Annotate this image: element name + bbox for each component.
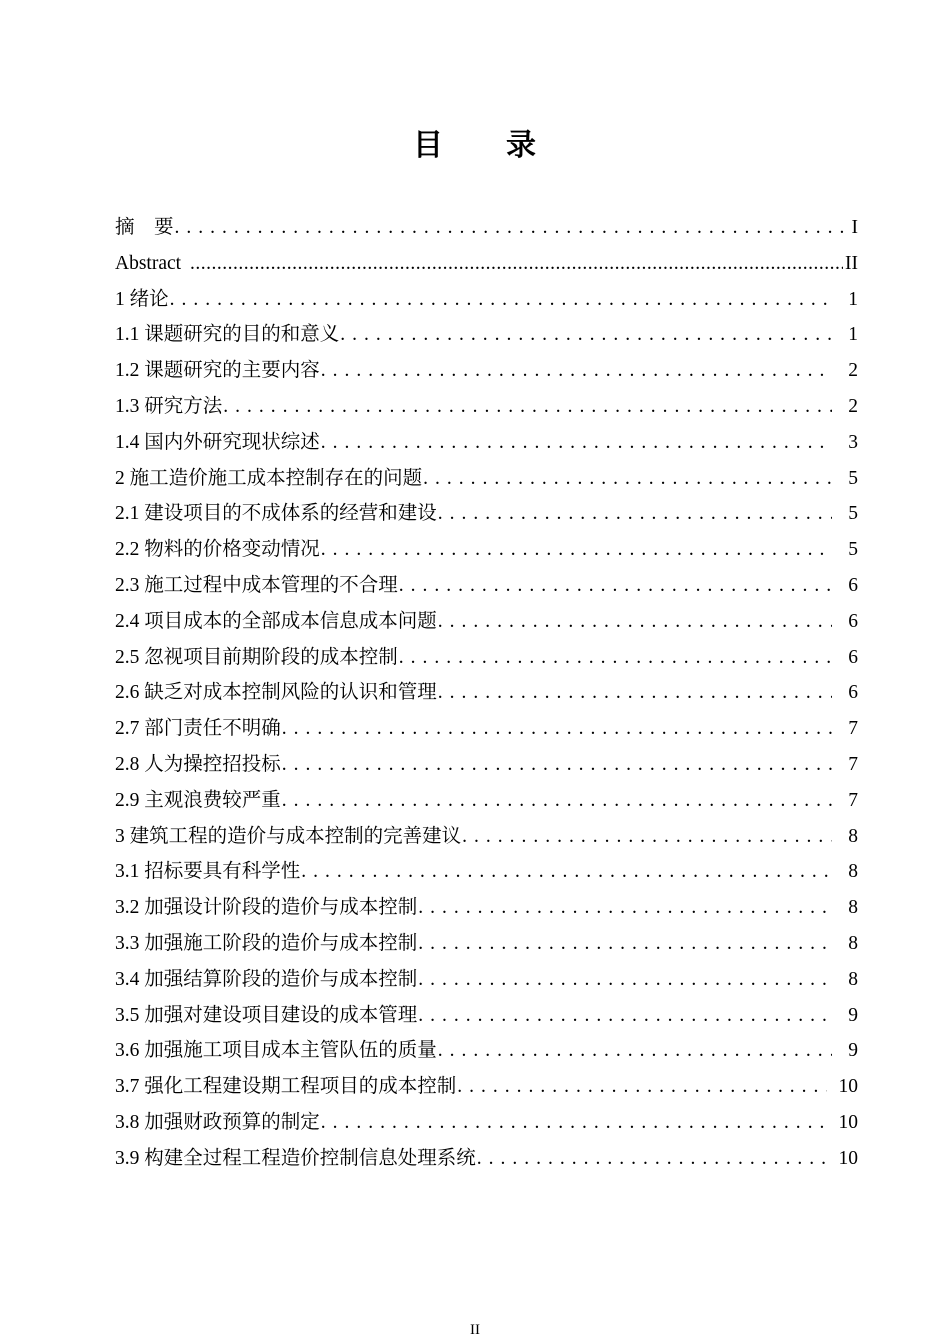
toc-leader-dots — [190, 246, 843, 282]
toc-leader-dots — [438, 604, 832, 640]
toc-entry[interactable] — [115, 210, 858, 246]
toc-leader-dots — [399, 568, 832, 604]
toc-entry-page-number: 10 — [838, 1111, 858, 1133]
toc-entry[interactable] — [115, 998, 858, 1034]
toc-entry-label: 1.4 国内外研究现状综述 — [115, 431, 320, 453]
toc-entry-label: 2.9 主观浪费较严重 — [115, 789, 281, 811]
toc-entry[interactable] — [115, 353, 858, 389]
toc-entry-page-number: 2 — [848, 360, 858, 382]
toc-entry[interactable] — [115, 389, 858, 425]
toc-entry-page-number: 9 — [848, 1004, 858, 1026]
toc-entry-label: 2.1 建设项目的不成体系的经营和建设 — [115, 503, 437, 525]
toc-entry-label: 2.2 物料的价格变动情况 — [115, 539, 320, 561]
toc-entry-page-number: 1 — [848, 324, 858, 346]
toc-entry-label: 2 施工造价施工成本控制存在的问题 — [115, 467, 423, 489]
toc-entry-page-number: 10 — [838, 1076, 858, 1098]
toc-leader-dots — [477, 1141, 827, 1177]
toc-leader-dots — [175, 210, 850, 246]
toc-entry[interactable] — [115, 496, 858, 532]
toc-entry-label: 2.8 人为操控招投标 — [115, 753, 281, 775]
toc-entry-page-number: I — [851, 217, 858, 238]
toc-entry-page-number: 5 — [848, 467, 858, 489]
toc-entry-label: 1 绪论 — [115, 288, 169, 310]
toc-entry[interactable] — [115, 675, 858, 711]
toc-entry-page-number: 8 — [848, 825, 858, 847]
toc-entry-page-number: 7 — [848, 718, 858, 740]
toc-entry[interactable] — [115, 425, 858, 461]
toc-leader-dots — [399, 640, 832, 676]
toc-leader-dots — [418, 962, 832, 998]
toc-entry-page-number: 8 — [848, 932, 858, 954]
toc-leader-dots — [418, 926, 832, 962]
toc-entry[interactable] — [115, 962, 858, 998]
table-of-contents — [115, 210, 858, 1177]
toc-entry-label: 1.3 研究方法 — [115, 395, 223, 417]
toc-entry-label: Abstract — [115, 252, 186, 274]
toc-leader-dots — [223, 389, 832, 425]
toc-entry-label: 3.1 招标要具有科学性 — [115, 861, 301, 883]
toc-entry-label: 2.4 项目成本的全部成本信息成本问题 — [115, 610, 437, 632]
toc-entry[interactable] — [115, 711, 858, 747]
toc-entry-page-number: 3 — [848, 431, 858, 453]
toc-entry-label: 摘 要 — [115, 217, 174, 238]
toc-leader-dots — [282, 711, 832, 747]
toc-entry[interactable] — [115, 783, 858, 819]
toc-entry[interactable] — [115, 317, 858, 353]
toc-entry-page-number: 6 — [848, 574, 858, 596]
toc-entry[interactable] — [115, 926, 858, 962]
toc-leader-dots — [321, 532, 832, 568]
toc-entry-label: 3.6 加强施工项目成本主管队伍的质量 — [115, 1040, 437, 1062]
toc-entry-label: 3.9 构建全过程工程造价控制信息处理系统 — [115, 1147, 476, 1169]
toc-entry[interactable] — [115, 890, 858, 926]
toc-leader-dots — [418, 890, 832, 926]
toc-entry-page-number: 8 — [848, 897, 858, 919]
toc-entry[interactable] — [115, 640, 858, 676]
toc-entry-page-number: 5 — [848, 503, 858, 525]
toc-entry[interactable] — [115, 1141, 858, 1177]
toc-entry-page-number: 9 — [848, 1040, 858, 1062]
page-number-footer: II — [470, 1322, 480, 1338]
toc-entry-page-number: 6 — [848, 610, 858, 632]
toc-entry-page-number: II — [845, 252, 858, 274]
toc-entry-label: 3.2 加强设计阶段的造价与成本控制 — [115, 897, 418, 919]
toc-entry-label: 1.2 课题研究的主要内容 — [115, 360, 320, 382]
toc-leader-dots — [282, 783, 832, 819]
toc-leader-dots — [170, 282, 832, 318]
toc-entry[interactable] — [115, 747, 858, 783]
toc-entry-label: 1.1 课题研究的目的和意义 — [115, 324, 340, 346]
toc-entry-label: 2.6 缺乏对成本控制风险的认识和管理 — [115, 682, 437, 704]
toc-entry[interactable] — [115, 854, 858, 890]
toc-entry-page-number: 5 — [848, 539, 858, 561]
toc-entry-label: 3 建筑工程的造价与成本控制的完善建议 — [115, 825, 462, 847]
toc-entry[interactable] — [115, 246, 858, 282]
toc-leader-dots — [423, 461, 832, 497]
toc-entry-page-number: 10 — [838, 1147, 858, 1169]
toc-leader-dots — [418, 998, 832, 1034]
toc-entry-page-number: 2 — [848, 395, 858, 417]
toc-entry-label: 2.5 忽视项目前期阶段的成本控制 — [115, 646, 398, 668]
toc-leader-dots — [457, 1069, 826, 1105]
toc-entry-label: 3.4 加强结算阶段的造价与成本控制 — [115, 968, 418, 990]
page-title: 目 录 — [413, 129, 537, 162]
toc-leader-dots — [321, 425, 832, 461]
toc-leader-dots — [438, 675, 832, 711]
toc-entry[interactable] — [115, 819, 858, 855]
toc-leader-dots — [321, 353, 832, 389]
toc-entry-page-number: 8 — [848, 861, 858, 883]
toc-entry[interactable] — [115, 1105, 858, 1141]
toc-entry-page-number: 8 — [848, 968, 858, 990]
toc-entry-label: 3.8 加强财政预算的制定 — [115, 1111, 320, 1133]
toc-entry[interactable] — [115, 532, 858, 568]
toc-leader-dots — [301, 854, 832, 890]
toc-entry-label: 3.7 强化工程建设期工程项目的成本控制 — [115, 1076, 457, 1098]
toc-leader-dots — [340, 317, 832, 353]
toc-leader-dots — [282, 747, 832, 783]
toc-entry-label: 2.7 部门责任不明确 — [115, 718, 281, 740]
toc-entry-label: 3.3 加强施工阶段的造价与成本控制 — [115, 932, 418, 954]
toc-leader-dots — [462, 819, 832, 855]
toc-leader-dots — [321, 1105, 827, 1141]
toc-entry[interactable] — [115, 1033, 858, 1069]
toc-entry-page-number: 6 — [848, 682, 858, 704]
toc-entry[interactable] — [115, 282, 858, 318]
toc-entry[interactable] — [115, 568, 858, 604]
toc-entry-label: 2.3 施工过程中成本管理的不合理 — [115, 574, 398, 596]
toc-leader-dots — [438, 496, 832, 532]
toc-entry-page-number: 7 — [848, 753, 858, 775]
toc-entry[interactable] — [115, 604, 858, 640]
toc-leader-dots — [438, 1033, 832, 1069]
toc-entry[interactable] — [115, 1069, 858, 1105]
toc-entry[interactable] — [115, 461, 858, 497]
toc-entry-label: 3.5 加强对建设项目建设的成本管理 — [115, 1004, 418, 1026]
toc-entry-page-number: 1 — [848, 288, 858, 310]
toc-entry-page-number: 7 — [848, 789, 858, 811]
toc-entry-page-number: 6 — [848, 646, 858, 668]
